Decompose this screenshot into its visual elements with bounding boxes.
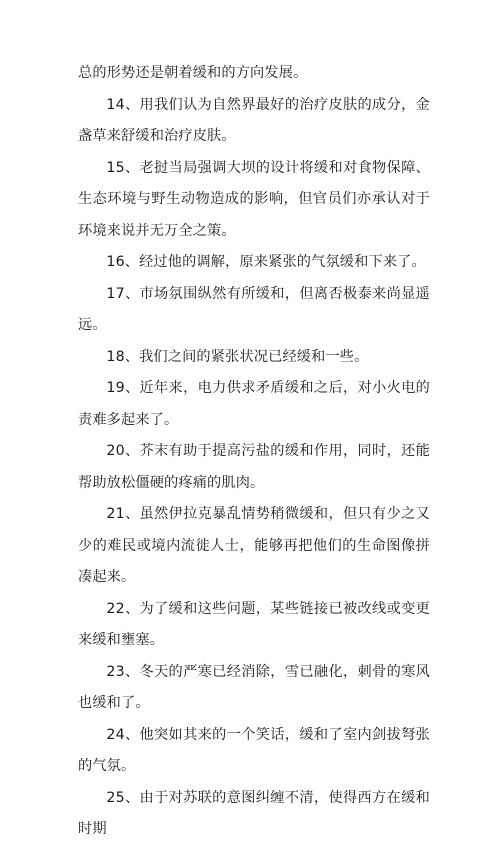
sentence-item-14: 14、用我们认为自然界最好的治疗皮肤的成分，金盏草来舒缓和治疗皮肤。 (78, 96, 430, 144)
sentence-item-17: 17、市场氛围纵然有所缓和，但离否极泰来尚显遥远。 (78, 285, 430, 333)
sentence-item-18: 18、我们之间的紧张状况已经缓和一些。 (106, 348, 369, 365)
sentence-item-15: 15、老挝当局强调大坝的设计将缓和对食物保障、生态环境与野生动物造成的影响，但官员们亦承认对于环境来说并无万全之策。 (78, 159, 430, 239)
sentence-item-16: 16、经过他的调解，原来紧张的气氛缓和下来了。 (106, 254, 426, 270)
sentence-item-19: 19、近年来，电力供求矛盾缓和之后，对小火电的责难多起来了。 (78, 380, 430, 428)
paragraph-continuation: 总的形势还是朝着缓和的方向发展。 (78, 65, 308, 81)
sentence-item-21: 21、虽然伊拉克暴乱情势稍微缓和，但只有少之又少的难民或境内流徙人士，能够再把他们的生命图像拼凑起来。 (78, 506, 430, 585)
sentence-item-23: 23、冬天的严寒已经消除，雪已融化，刺骨的寒风也缓和了。 (78, 663, 430, 711)
document-body (78, 58, 430, 846)
sentence-item-20: 20、芥末有助于提高污盐的缓和作用，同时，还能帮助放松僵硬的疼痛的肌肉。 (78, 443, 430, 491)
sentence-item-24: 24、他突如其来的一个笑话，缓和了室内剑拔弩张的气氛。 (78, 726, 430, 774)
sentence-item-25: 25、由于对苏联的意图纠缠不清，使得西方在缓和时期 (78, 789, 430, 837)
sentence-item-22: 22、为了缓和这些问题，某些链接已被改线或变更来缓和壅塞。 (78, 600, 430, 648)
